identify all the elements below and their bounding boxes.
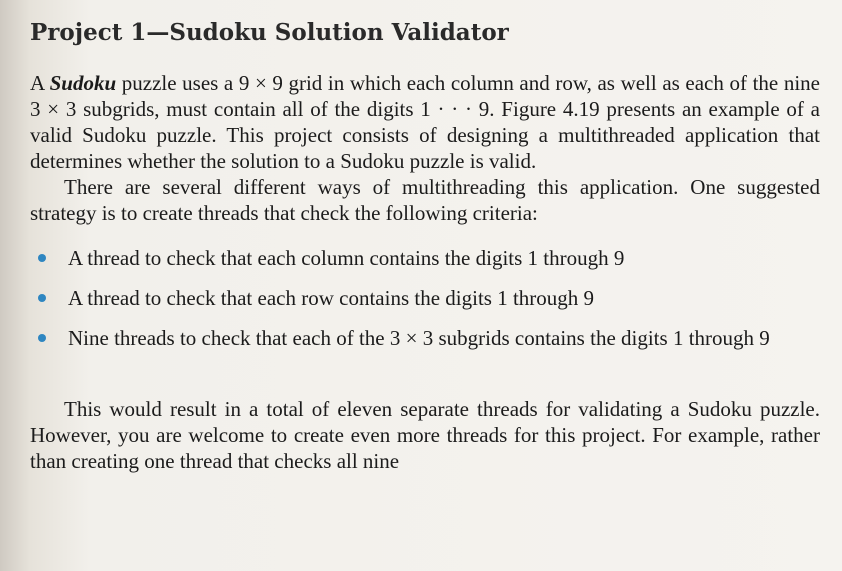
list-item [30, 286, 820, 310]
list-item [30, 246, 820, 270]
bullet-icon [38, 254, 46, 262]
bullet-icon [38, 334, 46, 342]
intro-prefix: A [30, 71, 50, 95]
list-item-text: A thread to check that each row contains the digits 1 through 9 [68, 286, 595, 310]
bullet-icon [38, 294, 46, 302]
list-item [30, 326, 820, 350]
sudoku-term: Sudoku [49, 71, 117, 95]
paragraph-strategy: There are several different ways of multithreading this application. One suggested strategy is to create threads that check the following criteria: [30, 175, 820, 225]
list-item-text: Nine threads to check that each of the 3 × 3 subgrids contains the digits 1 through 9 [68, 326, 770, 350]
paragraph-conclusion: This would result in a total of eleven separate threads for validating a Sudoku puzzle. However, you are welcome to create even more threads for this project. For example, rather than creating one thread that checks all nine [30, 397, 820, 473]
page-content [30, 18, 820, 474]
criteria-list [30, 246, 820, 350]
section-title: Project 1—Sudoku Solution Validator [30, 19, 509, 46]
paragraph-intro [30, 70, 820, 174]
list-item-text: A thread to check that each column contains the digits 1 through 9 [68, 246, 625, 270]
intro-text: puzzle uses a 9 × 9 grid in which each column and row, as well as each of the nine 3 × 3 subgrids, must contain all of the digits 1 · · · 9. Figure 4.19 presents an example of a valid Sudoku puzzle. This project consists of designing a multithreaded application that determines whether the solution to a Sudoku puzzle is valid. [30, 71, 820, 173]
